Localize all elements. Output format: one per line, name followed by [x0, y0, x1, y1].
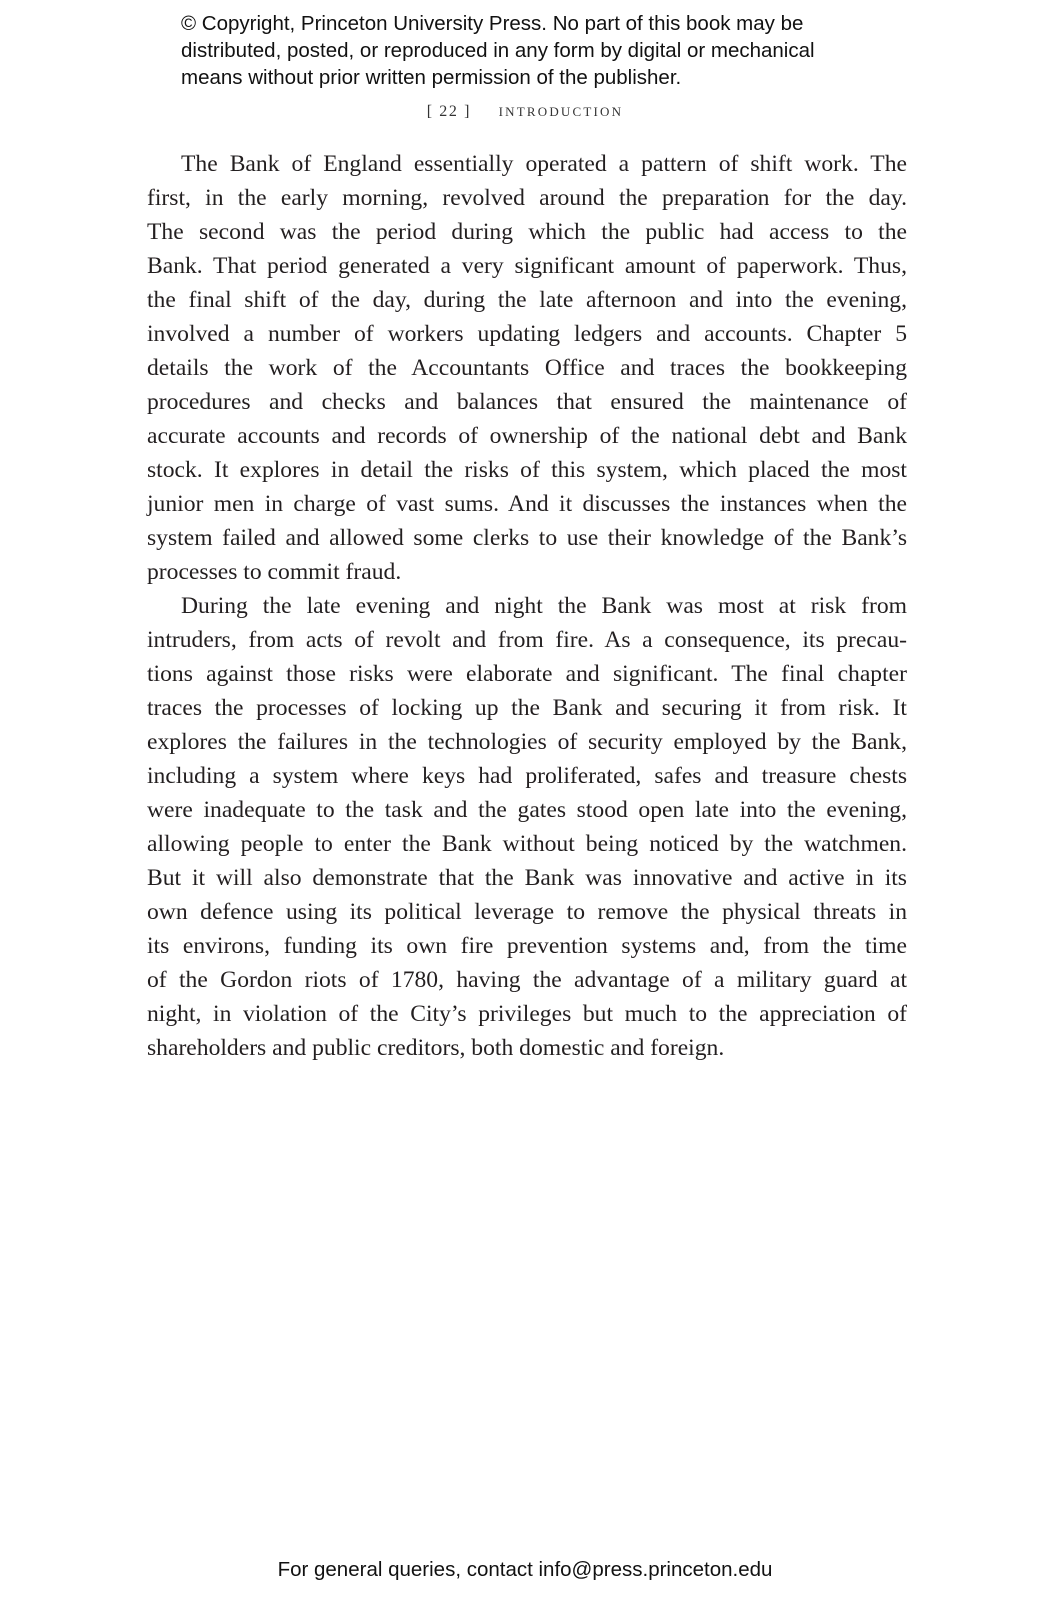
copyright-line: means without prior written permission of the publisher.	[181, 66, 682, 89]
text-line: the final shift of the day, during the late afternoon and into the evening,	[147, 287, 907, 313]
text-line: night, in violation of the City’s privileges but much to the appreciation of	[147, 1001, 907, 1027]
text-line: including a system where keys had proliferated, safes and treasure chests	[147, 763, 907, 789]
text-line: allowing people to enter the Bank without being noticed by the watchmen.	[147, 831, 907, 857]
text-line: first, in the early morning, revolved around the preparation for the day.	[147, 185, 907, 211]
text-line: were inadequate to the task and the gates stood open late into the evening,	[147, 797, 907, 823]
body-text	[147, 147, 907, 1065]
text-line: Bank. That period generated a very significant amount of paperwork. Thus,	[147, 253, 907, 279]
text-line: The Bank of England essentially operated a pattern of shift work. The	[181, 151, 907, 177]
copyright-line: distributed, posted, or reproduced in any form by digital or mechanical	[181, 39, 815, 62]
text-line: But it will also demonstrate that the Bank was innovative and active in its	[147, 865, 907, 891]
text-line: stock. It explores in detail the risks of this system, which placed the most	[147, 457, 907, 483]
copyright-notice	[181, 10, 901, 91]
text-line: traces the processes of locking up the Bank and securing it from risk. It	[147, 695, 907, 721]
paragraph	[147, 147, 907, 589]
paragraph	[147, 589, 907, 1065]
text-line: The second was the period during which the public had access to the	[147, 219, 907, 245]
text-line: accurate accounts and records of ownership of the national debt and Bank	[147, 423, 907, 449]
text-line: explores the failures in the technologies of security employed by the Bank,	[147, 729, 907, 755]
section-title: introduction	[498, 100, 624, 120]
running-head	[0, 100, 1050, 121]
text-line: processes to commit fraud.	[147, 559, 402, 585]
text-line: intruders, from acts of revolt and from fire. As a consequence, its precau-	[147, 627, 907, 653]
text-line: procedures and checks and balances that ensured the maintenance of	[147, 389, 907, 415]
footer-contact: For general queries, contact info@press.princeton.edu	[277, 1558, 773, 1581]
text-line: own defence using its political leverage to remove the physical threats in	[147, 899, 907, 925]
text-line: During the late evening and night the Bank was most at risk from	[181, 593, 907, 619]
text-line: of the Gordon riots of 1780, having the advantage of a military guard at	[147, 967, 907, 993]
text-line: system failed and allowed some clerks to use their knowledge of the Bank’s	[147, 525, 907, 551]
text-line: tions against those risks were elaborate and significant. The final chapter	[147, 661, 907, 687]
text-line: involved a number of workers updating ledgers and accounts. Chapter 5	[147, 321, 907, 347]
text-line: junior men in charge of vast sums. And it discusses the instances when the	[147, 491, 907, 517]
page-number: [ 22 ]	[426, 103, 472, 120]
text-line: shareholders and public creditors, both domestic and foreign.	[147, 1035, 725, 1061]
copyright-line: © Copyright, Princeton University Press. No part of this book may be	[181, 12, 804, 35]
text-line: its environs, funding its own fire prevention systems and, from the time	[147, 933, 907, 959]
text-line: details the work of the Accountants Office and traces the bookkeeping	[147, 355, 907, 381]
